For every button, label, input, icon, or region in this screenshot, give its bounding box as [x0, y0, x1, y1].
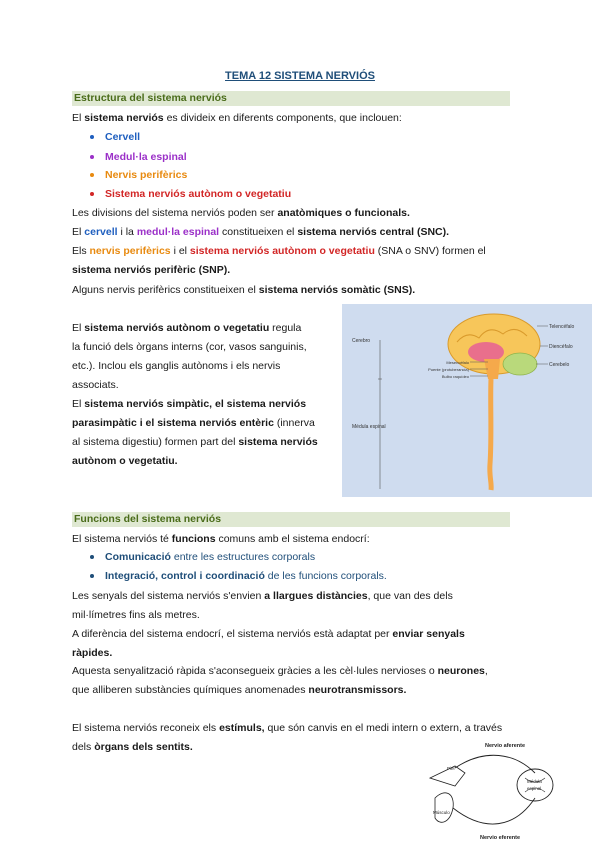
paragraph-stimuli-cont: dels òrgans dels sentits.: [72, 741, 193, 753]
paragraph-signals-cont: mil·límetres fins als metres.: [72, 609, 200, 621]
label-cerebelo: Cerebelo: [549, 362, 570, 368]
label-puente: Puente (protuberancia): [428, 367, 469, 372]
section-heading-functions: Funcions del sistema nerviós: [72, 512, 510, 527]
side-text: associats.: [72, 379, 119, 391]
label-telencefalo: Telencéfalo: [549, 324, 575, 330]
intro-line: El sistema nerviós es divideix en diferents components, que inclouen:: [72, 112, 402, 124]
side-text: El sistema nerviós simpàtic, el sistema nerviós: [72, 398, 307, 410]
bullet-item: Nervis perifèrics: [90, 168, 187, 182]
label-medula: Médula espinal: [352, 424, 386, 430]
paragraph-neurons-cont: que alliberen substàncies químiques anomenades neurotransmissors.: [72, 684, 407, 696]
label-medula: Médula: [527, 779, 542, 784]
side-text: etc.). Inclou els ganglis autònoms i els nervis: [72, 360, 281, 372]
label-diencefalo: Diencéfalo: [549, 344, 573, 350]
side-text: la funció dels òrgans interns (cor, vasos sanguinis,: [72, 341, 307, 353]
side-text: El sistema nerviós autònom o vegetatiu regula: [72, 322, 302, 334]
label-nervio-aferente: Nervio aferente: [485, 743, 526, 749]
bullet-item: Integració, control i coordinació de les funcions corporals.: [90, 569, 387, 583]
page-title: TEMA 12 SISTEMA NERVIÓS: [225, 70, 375, 82]
side-text: autònom o vegetatiu.: [72, 455, 178, 467]
bullet-item: Cervell: [90, 130, 140, 144]
label-nervio-eferente: Nervio eferente: [480, 835, 521, 841]
label-cerebro: Cerebro: [352, 338, 371, 344]
reflex-arc-figure: [425, 738, 575, 842]
label-bulbo: Bulbo raquídeo: [441, 374, 469, 379]
paragraph-sns: Alguns nervis perifèrics constitueixen el sistema nerviós somàtic (SNS).: [72, 284, 416, 296]
bullet-item: Sistema nerviós autònom o vegetatiu: [90, 187, 291, 201]
paragraph-stimuli: El sistema nerviós reconeix els estímuls, que són canvis en el medi intern o extern, a través: [72, 722, 503, 734]
paragraph-functions: El sistema nerviós té funcions comuns amb el sistema endocrí:: [72, 533, 370, 545]
paragraph-snp-cont: sistema nerviós perifèric (SNP).: [72, 264, 231, 276]
paragraph-neurons: Aquesta senyalització ràpida s'aconsegueix gràcies a les cèl·lules nervioses o neurones,: [72, 665, 488, 677]
label-musculo: Músculo: [433, 810, 450, 815]
paragraph-endocrine-cont: ràpides.: [72, 647, 113, 659]
side-text: al sistema digestiu) formen part del sistema nerviós: [72, 436, 318, 448]
side-text: parasimpàtic i el sistema nerviós entèric (innerva: [72, 417, 315, 429]
label-piel: Piel: [447, 766, 455, 771]
paragraph-endocrine: A diferència del sistema endocrí, el sistema nerviós està adaptat per enviar senyals: [72, 628, 465, 640]
nervous-system-figure: [342, 304, 592, 497]
paragraph-signals: Les senyals del sistema nerviós s'envien a llargues distàncies, que van des dels: [72, 590, 453, 602]
label-mesencefalo: Mesencéfalo: [446, 360, 469, 365]
section-heading-structure: Estructura del sistema nerviós: [72, 91, 510, 106]
label-espinal: espinal: [527, 786, 542, 791]
paragraph-snc: El cervell i la medul·la espinal constitueixen el sistema nerviós central (SNC).: [72, 226, 450, 238]
bullet-item: Medul·la espinal: [90, 150, 187, 164]
paragraph-snp: Els nervis perifèrics i el sistema nerviós autònom o vegetatiu (SNA o SNV) formen el: [72, 245, 486, 257]
paragraph-divisions: Les divisions del sistema nerviós poden ser anatòmiques o funcionals.: [72, 207, 410, 219]
bullet-item: Comunicació entre les estructures corporals: [90, 550, 315, 564]
